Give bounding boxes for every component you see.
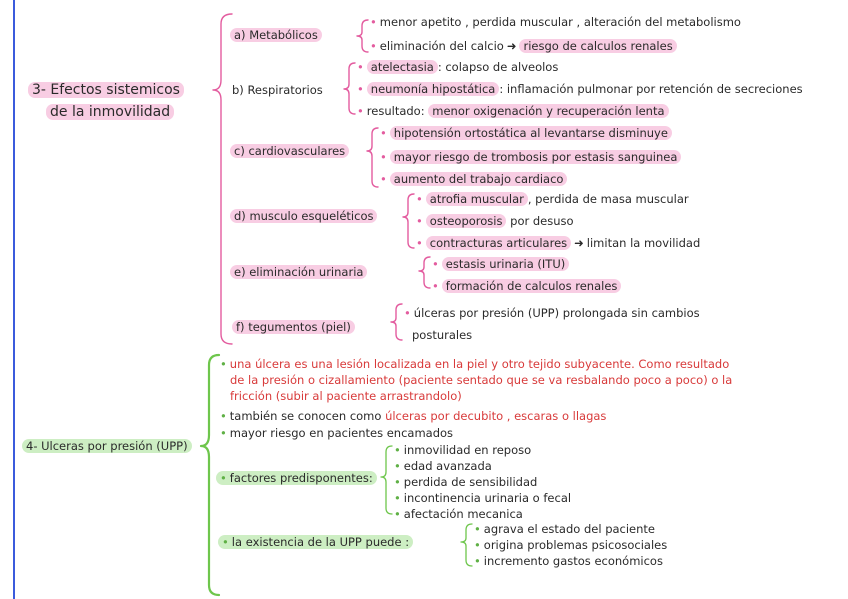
existence-label: • la existencia de la UPP puede : — [218, 535, 413, 549]
group-a-item-2: • eliminación del calcio ➜ riesgo de calculos renales — [370, 39, 677, 53]
definition-line-2: de la presión o cizallamiento (paciente sentado que se va resbalando poco a poco) o la — [230, 373, 733, 387]
group-c-item-3: • aumento del trabajo cardiaco — [380, 172, 567, 186]
factor-item-3: • perdida de sensibilidad — [394, 475, 538, 489]
group-b-label: b) Respiratorios — [232, 83, 323, 97]
group-f-label: f) tegumentos (piel) — [232, 320, 355, 334]
group-d-item-1: • atrofia muscular , perdida de masa muscular — [416, 192, 689, 206]
group-a-item-1: • menor apetito , perdida muscular , alteración del metabolismo — [370, 15, 741, 29]
section3-title-line1: 3- Efectos sistemicos — [28, 82, 184, 99]
factor-item-4: • incontinencia urinaria o fecal — [394, 491, 572, 505]
factor-item-1: • inmovilidad en reposo — [394, 443, 532, 457]
risk-line: • mayor riesgo en pacientes encamados — [220, 426, 454, 440]
factor-item-2: • edad avanzada — [394, 459, 492, 473]
group-e-item-1: • estasis urinaria (ITU) — [432, 257, 569, 271]
also-known-line: • también se conocen como úlceras por decubito , escaras o llagas — [220, 409, 607, 423]
arrow-icon: ➜ — [506, 39, 517, 53]
group-b-item-2: • neumonía hipostática : inflamación pulmonar por retención de secreciones — [357, 82, 803, 96]
section3-title-line2: de la inmovilidad — [46, 104, 174, 121]
definition-line-3: fricción (subir al paciente arrastrandolo) — [230, 389, 462, 403]
group-f-item-2: posturales — [412, 328, 473, 342]
factors-label: • factores predisponentes: — [216, 471, 377, 485]
existence-item-3: • incremento gastos económicos — [474, 554, 663, 568]
group-e-item-2: • formación de calculos renales — [432, 279, 621, 293]
group-c-item-2: • mayor riesgo de trombosis por estasis sanguinea — [380, 150, 681, 164]
existence-item-1: • agrava el estado del paciente — [474, 522, 656, 536]
group-c-item-1: • hipotensión ortostática al levantarse disminuye — [380, 126, 672, 140]
group-b-item-3: • resultado: menor oxigenación y recuperación lenta — [357, 104, 669, 118]
factor-item-5: • afectación mecanica — [394, 507, 523, 521]
group-c-label: c) cardiovasculares — [230, 144, 349, 158]
group-e-label: e) eliminación urinaria — [230, 265, 367, 279]
group-d-item-3: • contracturas articulares ➜ limitan la movilidad — [416, 236, 701, 250]
group-f-item-1: • úlceras por presión (UPP) prolongada sin cambios — [404, 306, 700, 320]
arrow-icon: ➜ — [574, 236, 584, 250]
existence-item-2: • origina problemas psicosociales — [474, 538, 668, 552]
group-d-item-2: • osteoporosis por desuso — [416, 214, 574, 228]
group-d-label: d) musculo esqueléticos — [230, 209, 377, 223]
group-b-item-1: • atelectasia : colapso de alveolos — [357, 60, 559, 74]
definition-line-1: • una úlcera es una lesión localizada en la piel y otro tejido subyacente. Como resultado — [220, 357, 730, 371]
section4-title: 4- Ulceras por presión (UPP) — [22, 439, 192, 453]
group-a-label: a) Metabólicos — [230, 28, 322, 42]
